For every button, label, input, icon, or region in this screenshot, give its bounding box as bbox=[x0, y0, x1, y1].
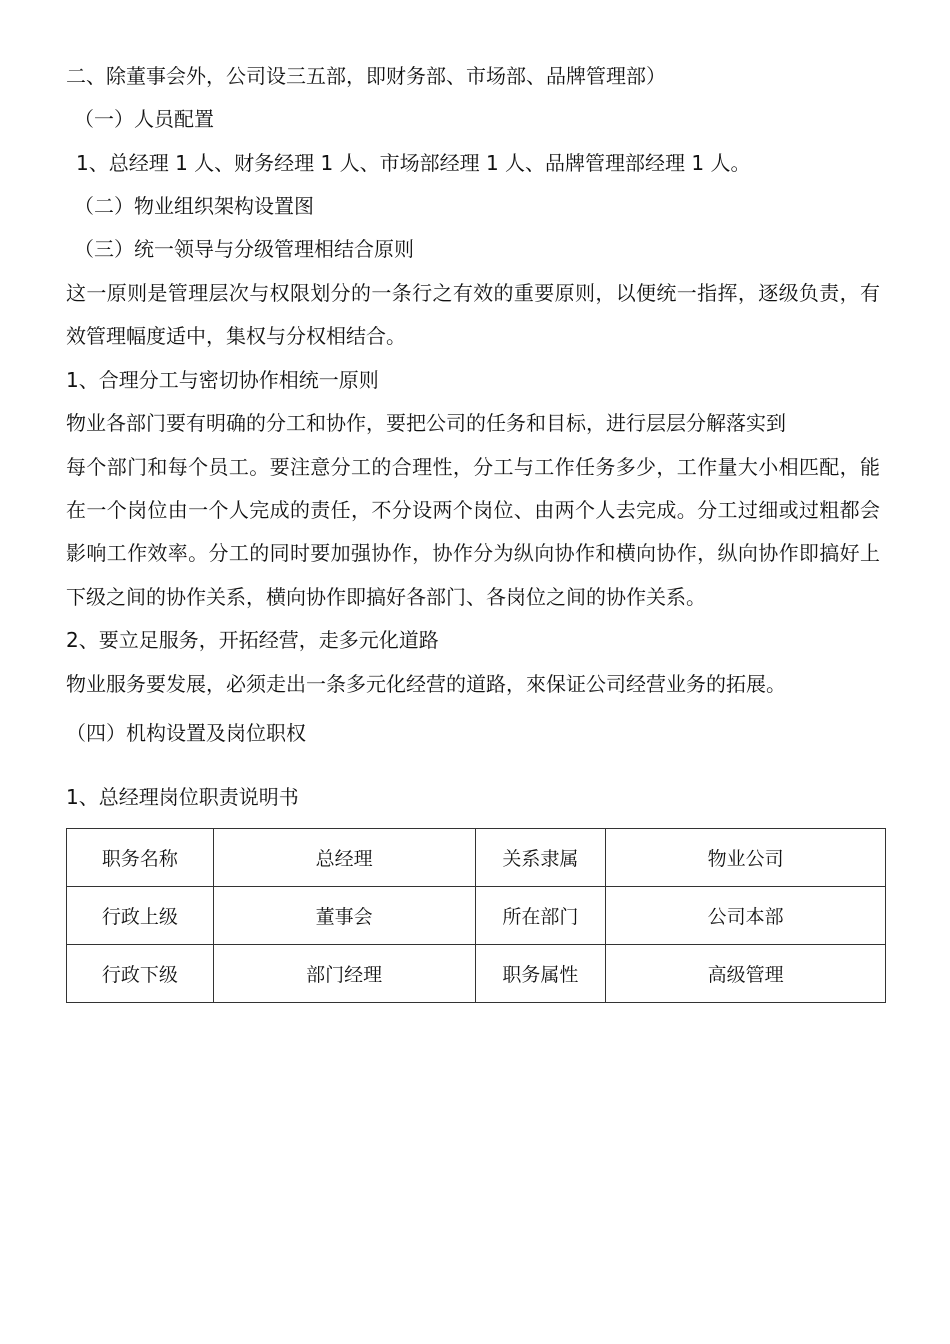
table-cell: 职务属性 bbox=[475, 945, 606, 1003]
table-cell: 物业公司 bbox=[606, 829, 886, 887]
table-cell: 行政上级 bbox=[67, 887, 214, 945]
paragraph-line: 效管理幅度适中，集权与分权相结合。 bbox=[66, 324, 406, 348]
section-heading-2: 二、除董事会外，公司设三五部，即财务部、市场部、品牌管理部） bbox=[66, 64, 666, 88]
paragraph-line: 物业服务要发展，必须走出一条多元化经营的道路，來保证公司经营业务的拓展。 bbox=[66, 672, 786, 696]
table-cell: 所在部门 bbox=[475, 887, 606, 945]
table-row bbox=[67, 887, 886, 945]
gm-duty-table bbox=[66, 828, 886, 1003]
table-cell: 董事会 bbox=[213, 887, 475, 945]
subsection-structure: （四）机构设置及岗位职权 bbox=[66, 721, 306, 745]
subsection-org-chart: （二）物业组织架构设置图 bbox=[74, 194, 314, 218]
table-cell: 部门经理 bbox=[213, 945, 475, 1003]
paragraph-line: 每个部门和每个员工。要注意分工的合理性，分工与工作任务多少，工作量大小相匹配，能 bbox=[66, 455, 880, 479]
table-cell: 高级管理 bbox=[606, 945, 886, 1003]
subsection-principle: （三）统一领导与分级管理相结合原则 bbox=[74, 237, 414, 261]
table-cell: 总经理 bbox=[213, 829, 475, 887]
table-cell: 公司本部 bbox=[606, 887, 886, 945]
table-row bbox=[67, 945, 886, 1003]
table-cell: 行政下级 bbox=[67, 945, 214, 1003]
table-cell: 关系隶属 bbox=[475, 829, 606, 887]
staffing-detail: 1、总经理 1 人、财务经理 1 人、市场部经理 1 人、品牌管理部经理 1 人。 bbox=[76, 151, 751, 175]
paragraph-line: 物业各部门要有明确的分工和协作，要把公司的任务和目标，进行层层分解落实到 bbox=[66, 411, 786, 435]
paragraph-line: 这一原则是管理层次与权限划分的一条行之有效的重要原则，以便统一指挥，逐级负责，有 bbox=[66, 281, 880, 305]
table-row bbox=[67, 829, 886, 887]
principle-1-heading: 1、合理分工与密切协作相统一原则 bbox=[66, 368, 379, 392]
paragraph-line: 影响工作效率。分工的同时要加强协作，协作分为纵向协作和横向协作，纵向协作即搞好上 bbox=[66, 541, 880, 565]
gm-duty-heading: 1、总经理岗位职责说明书 bbox=[66, 785, 299, 809]
subsection-staffing: （一）人员配置 bbox=[74, 107, 214, 131]
paragraph-line: 下级之间的协作关系，横向协作即搞好各部门、各岗位之间的协作关系。 bbox=[66, 585, 706, 609]
principle-2-heading: 2、要立足服务，开拓经营，走多元化道路 bbox=[66, 628, 439, 652]
paragraph-line: 在一个岗位由一个人完成的责任，不分设两个岗位、由两个人去完成。分工过细或过粗都会 bbox=[66, 498, 880, 522]
table-cell: 职务名称 bbox=[67, 829, 214, 887]
